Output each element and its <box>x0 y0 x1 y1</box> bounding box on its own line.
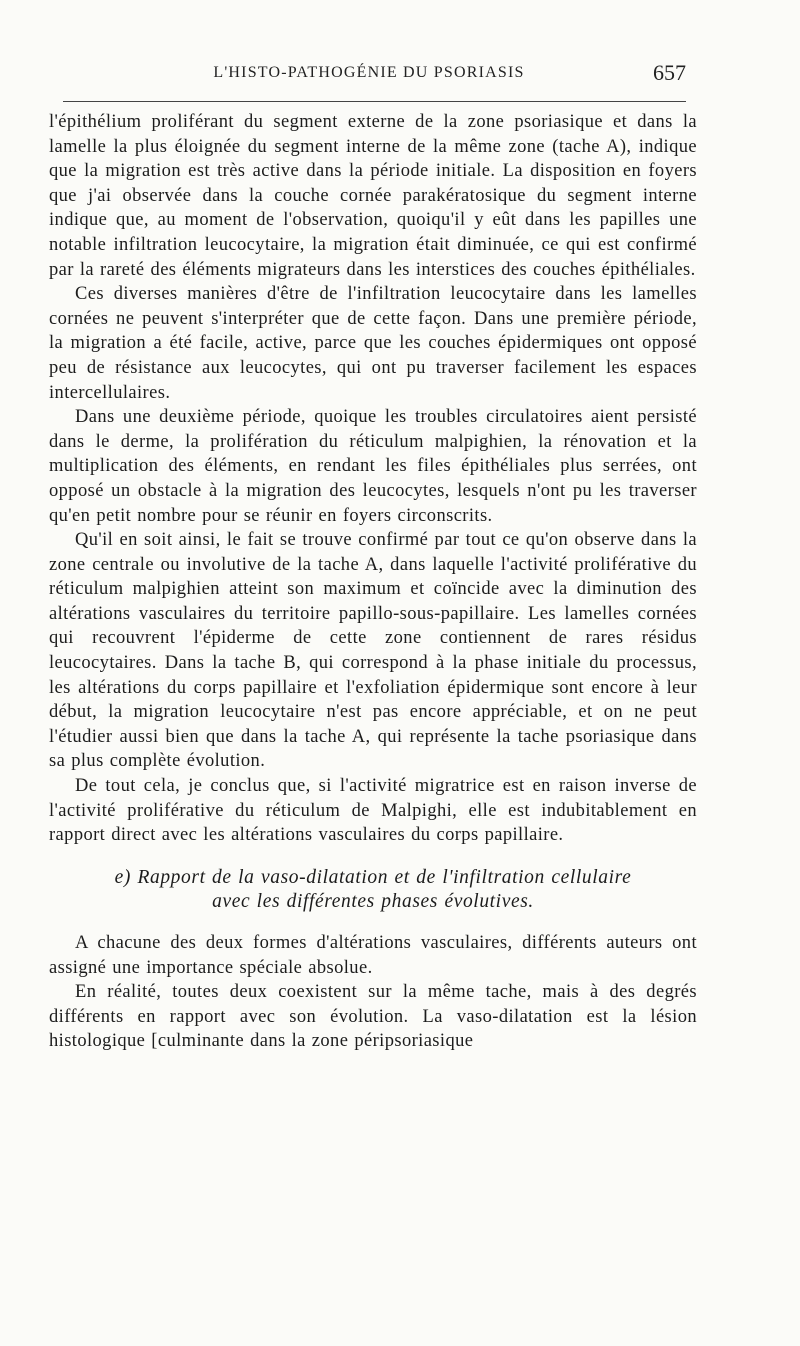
paragraph: Dans une deuxième période, quoique les troubles circulatoires aient persisté dans le derme, la prolifération du réticulum malpighien, la rénovation et la multiplication des éléments, en rendant les files épithéliales plus serrées, ont opposé un obstacle à la migration des leucocytes, lesquels n'ont pu les traverser qu'en petit nombre pour se réunir en foyers circonscrits. <box>49 407 697 526</box>
paragraph-continued: l'épithélium proliférant du segment externe de la zone psoriasique et dans la lamelle la plus éloignée du segment interne de la même zone (tache A), indique que la migration est très active dans la période initiale. La disposition en foyers que j'ai observée dans la couche cornée parakératosique du segment interne indique que, au moment de l'observation, quoiqu'il y eût dans les papilles une notable infiltration leucocytaire, la migration était diminuée, ce qui est confirmé par la rareté des éléments migrateurs dans les interstices des couches épithéliales. <box>49 112 697 280</box>
paragraph: A chacune des deux formes d'altérations vasculaires, différents auteurs ont assigné une importance spéciale absolue. <box>49 933 697 978</box>
paragraph: De tout cela, je conclus que, si l'activité migratrice est en raison inverse de l'activité proliférative du réticulum de Malpighi, elle est indubitablement en rapport direct avec les altérations vasculaires du corps papillaire. <box>49 776 697 846</box>
section-heading <box>49 866 697 915</box>
paragraph: Ces diverses manières d'être de l'infiltration leucocytaire dans les lamelles cornées ne peuvent s'interpréter que de cette façon. Dans une première période, la migration a été facile, active, parce que les couches épidermiques ont opposé peu de résistance aux leucocytes, qui ont pu traverser facilement les espaces intercellulaires. <box>49 284 697 403</box>
section-heading-line-2: avec les différentes phases évolutives. <box>212 891 534 913</box>
section-heading-line-1: e) Rapport de la vaso-dilatation et de l'infiltration cellulaire <box>114 866 632 888</box>
running-title: L'HISTO-PATHOGÉNIE DU PSORIASIS <box>213 64 525 81</box>
paragraph: Qu'il en soit ainsi, le fait se trouve confirmé par tout ce qu'on observe dans la zone centrale ou involutive de la tache A, dans laquelle l'activité proliférative du réticulum malpighien atteint son maximum et coïncide avec la diminution des altérations vasculaires du territoire papillo-sous-papillaire. Les lamelles cornées qui recouvrent l'épiderme de cette zone contiennent de rares résidus leucocytaires. Dans la tache B, qui correspond à la phase initiale du processus, les altérations du corps papillaire et l'exfoliation épidermique sont encore à leur début, la migration leucocytaire n'est pas encore appréciable, et on ne peut l'étudier aussi bien que dans la tache A, qui représente la tache psoriasique dans sa plus complète évolution. <box>49 530 697 772</box>
body-text <box>49 110 697 1054</box>
page-number: 657 <box>653 60 686 85</box>
header-rule <box>63 101 686 102</box>
running-head <box>52 60 686 90</box>
paragraph: En réalité, toutes deux coexistent sur la même tache, mais à des degrés différents en rapport avec son évolution. La vaso-dilatation est la lésion histologique [culminante dans la zone péripsoriasique <box>49 982 697 1052</box>
